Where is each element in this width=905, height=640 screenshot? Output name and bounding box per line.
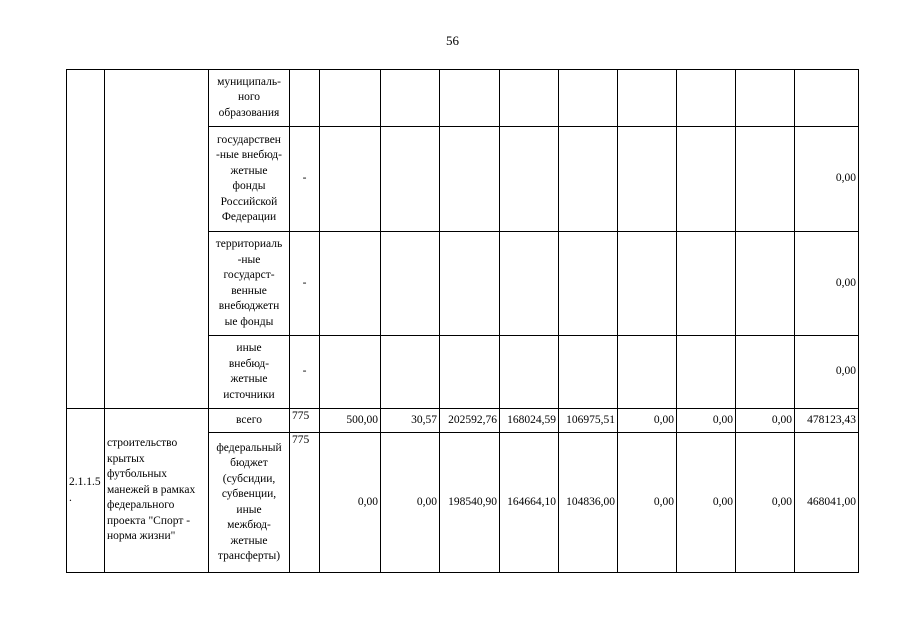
value-cell: 0,00 — [381, 433, 440, 573]
value-cell — [677, 232, 736, 336]
value-cell — [320, 127, 381, 232]
item-name-cell — [105, 70, 209, 409]
table-row — [67, 70, 859, 127]
table-row — [67, 409, 859, 433]
value-cell — [500, 70, 559, 127]
value-cell: 0,00 — [677, 409, 736, 433]
value-cell — [618, 70, 677, 127]
value-cell — [736, 232, 795, 336]
code-cell — [290, 70, 320, 127]
value-cell: 0,00 — [320, 433, 381, 573]
item-number-cell — [67, 70, 105, 409]
funding-source-text: территориаль -ные государст- венные внебюджетн ые фонды — [215, 238, 283, 328]
funding-source-text: государствен -ные внебюд- жетные фонды Российской Федерации — [216, 133, 282, 223]
value-cell — [559, 336, 618, 409]
value-cell — [440, 336, 500, 409]
funding-source-cell — [209, 409, 290, 433]
code-cell: 775 — [290, 433, 320, 573]
total-cell: 0,00 — [795, 127, 859, 232]
value-cell — [381, 336, 440, 409]
value-cell — [736, 336, 795, 409]
value-cell — [559, 127, 618, 232]
value-cell — [677, 127, 736, 232]
value-cell — [381, 127, 440, 232]
funding-source-cell — [209, 433, 290, 573]
value-cell — [500, 336, 559, 409]
funding-source-text: федеральный бюджет (субсидии, субвенции, иные межбюд- жетные трансферты) — [216, 441, 282, 562]
funding-source-cell — [209, 70, 290, 127]
value-cell: 106975,51 — [559, 409, 618, 433]
value-cell: 0,00 — [618, 409, 677, 433]
funding-source-text: всего — [236, 413, 262, 426]
value-cell: 168024,59 — [500, 409, 559, 433]
funding-source-cell — [209, 127, 290, 232]
funding-source-cell — [209, 336, 290, 409]
value-cell — [559, 70, 618, 127]
code-cell: 775 — [290, 409, 320, 433]
item-number-cell — [67, 409, 105, 573]
value-cell — [736, 70, 795, 127]
code-cell: - — [290, 336, 320, 409]
value-cell: 202592,76 — [440, 409, 500, 433]
value-cell — [320, 232, 381, 336]
total-cell: 0,00 — [795, 336, 859, 409]
value-cell: 0,00 — [736, 433, 795, 573]
value-cell — [618, 232, 677, 336]
value-cell: 0,00 — [618, 433, 677, 573]
value-cell: 0,00 — [736, 409, 795, 433]
value-cell — [320, 336, 381, 409]
funding-source-text: иные внебюд- жетные источники — [223, 342, 275, 401]
funding-source-cell — [209, 232, 290, 336]
value-cell — [381, 70, 440, 127]
value-cell — [440, 232, 500, 336]
funding-source-text: муниципаль- ного образования — [217, 75, 281, 119]
value-cell — [618, 127, 677, 232]
item-name-text: строительство крытых футбольных манежей в рамках федерального проекта "Спорт - норма жизни" — [107, 437, 196, 543]
item-name-cell — [105, 409, 209, 573]
value-cell — [618, 336, 677, 409]
value-cell — [736, 127, 795, 232]
value-cell — [320, 70, 381, 127]
item-number-text: 2.1.1.5 . — [69, 476, 101, 504]
value-cell: 500,00 — [320, 409, 381, 433]
value-cell — [677, 70, 736, 127]
value-cell — [677, 336, 736, 409]
value-cell — [381, 232, 440, 336]
total-cell: 478123,43 — [795, 409, 859, 433]
budget-table — [66, 69, 859, 573]
value-cell: 104836,00 — [559, 433, 618, 573]
code-cell: - — [290, 232, 320, 336]
value-cell — [795, 70, 859, 127]
total-cell: 0,00 — [795, 232, 859, 336]
value-cell: 30,57 — [381, 409, 440, 433]
value-cell: 0,00 — [677, 433, 736, 573]
value-cell — [559, 232, 618, 336]
page-number: 56 — [446, 33, 459, 48]
value-cell — [500, 127, 559, 232]
value-cell — [440, 70, 500, 127]
value-cell: 198540,90 — [440, 433, 500, 573]
value-cell — [500, 232, 559, 336]
value-cell: 164664,10 — [500, 433, 559, 573]
code-cell: - — [290, 127, 320, 232]
value-cell — [440, 127, 500, 232]
total-cell: 468041,00 — [795, 433, 859, 573]
